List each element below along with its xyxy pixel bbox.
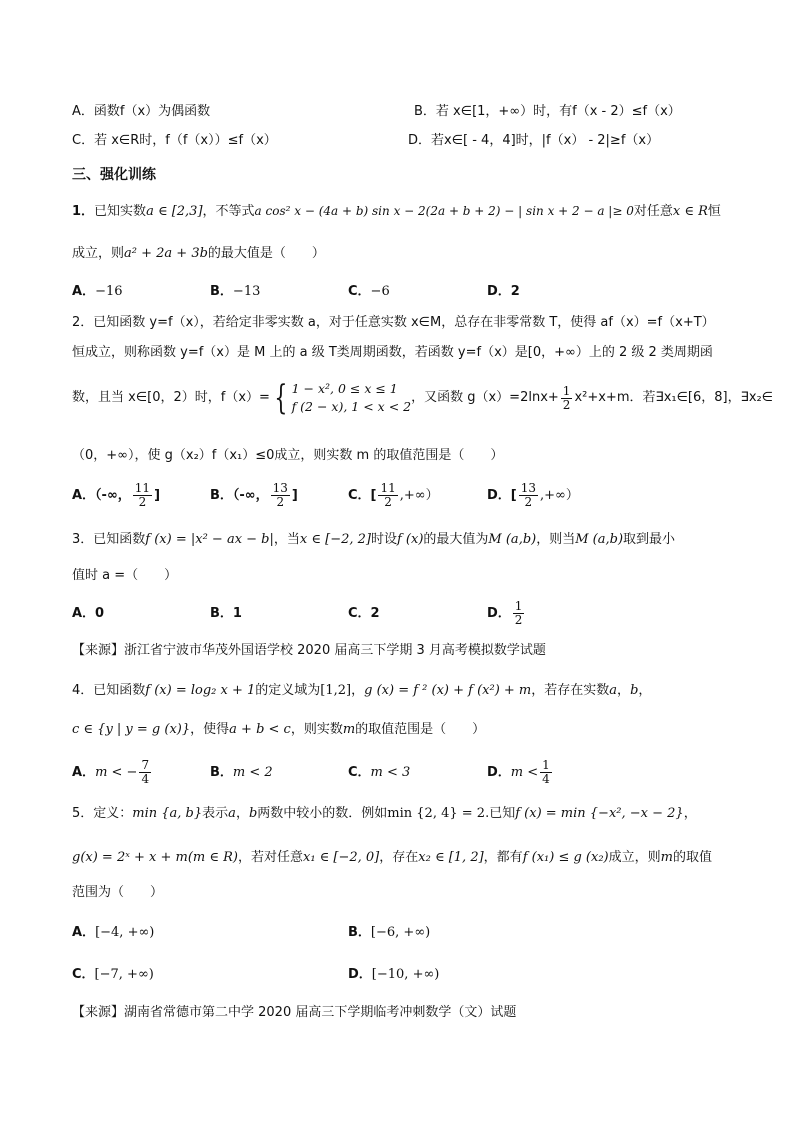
q1-expression: a² + 2a + 3b	[124, 246, 208, 261]
q3-line2: 值时 a =（ ）	[72, 568, 178, 583]
q2-fraction: $\frac{1}{2}$	[562, 383, 571, 412]
q1-text: 对任意	[633, 204, 673, 219]
q4-option-a: A．m < − $\frac{7}{4}$	[72, 758, 150, 786]
q3-option-c: C．2	[348, 606, 380, 621]
source-note-2: 【来源】湖南省常德市第二中学 2020 届高三下学期临考冲刺数学（文）试题	[72, 1005, 517, 1020]
q2-text: 数，且当 x∈[0，2）时，f（x）=	[72, 390, 270, 405]
q4-option-c: C．m < 3	[348, 765, 411, 780]
q4-line1: 4．已知函数f (x) = log₂ x + 1的定义域为[1,2]，g (x) = f ² (x) + f (x²) + m，若存在实数a，b，	[72, 683, 652, 698]
q1-option-c: C．−6	[348, 284, 390, 299]
q1-text: ，不等式	[202, 204, 255, 219]
q2-line3	[72, 376, 773, 420]
q5-line1: 5．定义：min {a, b}表示a，b两数中较小的数．例如min {2, 4} = 2.已知f (x) = min {−x², −x − 2}，	[72, 806, 697, 821]
source-note-1: 【来源】浙江省宁波市华茂外国语学校 2020 届高三下学期 3 月高考模拟数学试题	[72, 643, 546, 658]
q1-option-a: A．−16	[72, 284, 123, 299]
q5-option-b: B．[−6, +∞)	[348, 925, 431, 940]
prev-option-d: D．若x∈[ - 4，4]时，|f（x） - 2|≥f（x）	[408, 133, 660, 148]
q1-math: x ∈ R	[672, 204, 708, 219]
q2-text: ，又函数 g（x）=2lnx+	[411, 390, 559, 405]
q2-line2: 恒成立，则称函数 y=f（x）是 M 上的 a 级 T类周期函数，若函数 y=f（x）是[0，+∞）上的 2 级 2 类周期函	[72, 345, 713, 360]
q1-line2	[72, 244, 325, 264]
q1-text: 已知实数	[94, 204, 147, 219]
q2-piecewise: { 1 − x², 0 ≤ x ≤ 1 f (2 − x), 1 < x < 2	[274, 378, 412, 418]
prev-option-b: B．若 x∈[1，+∞）时，有f（x - 2）≤f（x）	[414, 104, 681, 119]
section-title: 三、强化训练	[72, 167, 156, 183]
q5-option-c: C．[−7, +∞)	[72, 967, 154, 982]
prev-option-a: A．函数f（x）为偶函数	[72, 104, 211, 119]
q2-option-c: C．[ $\frac{11}{2}$ ,+∞）	[348, 481, 439, 509]
q1-math: a ∈ [2,3]	[146, 204, 203, 219]
q3-option-b: B．1	[210, 606, 242, 621]
q2-line4: （0，+∞），使 g（x₂）f（x₁）≤0成立，则实数 m 的取值范围是（ ）	[72, 448, 504, 463]
q1-option-d: D．2	[487, 284, 520, 299]
q1-text: 的最大值是（ ）	[207, 246, 325, 261]
q1-inequality: a cos² x − (4a + b) sin x − 2(2a + b + 2) − | sin x + 2 − a |≥ 0	[254, 204, 634, 218]
q2-option-a: A．（-∞， $\frac{11}{2}$ ]	[72, 481, 161, 509]
q5-option-d: D．[−10, +∞)	[348, 967, 440, 982]
q5-line3: 范围为（ ）	[72, 885, 164, 900]
q5-line2: g(x) = 2ˣ + x + m(m ∈ R)，若对任意x₁ ∈ [−2, 0]，存在x₂ ∈ [1, 2]，都有f (x₁) ≤ g (x₂)成立，则m的取值	[72, 850, 712, 865]
q3-option-d: D． $\frac{1}{2}$	[487, 599, 523, 627]
q2-option-d: D．[ $\frac{13}{2}$ ,+∞）	[487, 481, 579, 509]
q1-text: 恒	[707, 204, 721, 219]
q1-text: 成立，则	[72, 246, 125, 261]
q1-line1	[72, 201, 721, 222]
q2-case-1: 1 − x², 0 ≤ x ≤ 1	[291, 381, 398, 396]
q3-option-a: A．0	[72, 606, 105, 621]
q2-option-b: B．（-∞， $\frac{13}{2}$ ]	[210, 481, 298, 509]
prev-option-c: C．若 x∈R时，f（f（x））≤f（x）	[72, 133, 277, 148]
q1-option-b: B．−13	[210, 284, 261, 299]
q3-line1: 3．已知函数f (x) = |x² − ax − b|，当x ∈ [−2, 2]时设f (x)的最大值为M (a,b)，则当M (a,b)取到最小	[72, 532, 676, 547]
q1-number: 1．	[72, 204, 95, 219]
q4-option-b: B．m < 2	[210, 765, 273, 780]
q4-line2: c ∈ {y | y = g (x)}，使得a + b < c，则实数m的取值范围是（ ）	[72, 722, 486, 737]
q2-case-2: f (2 − x), 1 < x < 2	[291, 399, 412, 414]
q2-line1: 2．已知函数 y=f（x），若给定非零实数 a，对于任意实数 x∈M，总存在非零常数 T，使得 af（x）=f（x+T）	[72, 315, 715, 330]
q4-option-d: D．m < $\frac{1}{4}$	[487, 758, 550, 786]
q2-text: x²+x+m．若∃x₁∈[6，8]，∃x₂∈	[574, 390, 774, 405]
q5-option-a: A．[−4, +∞)	[72, 925, 155, 940]
